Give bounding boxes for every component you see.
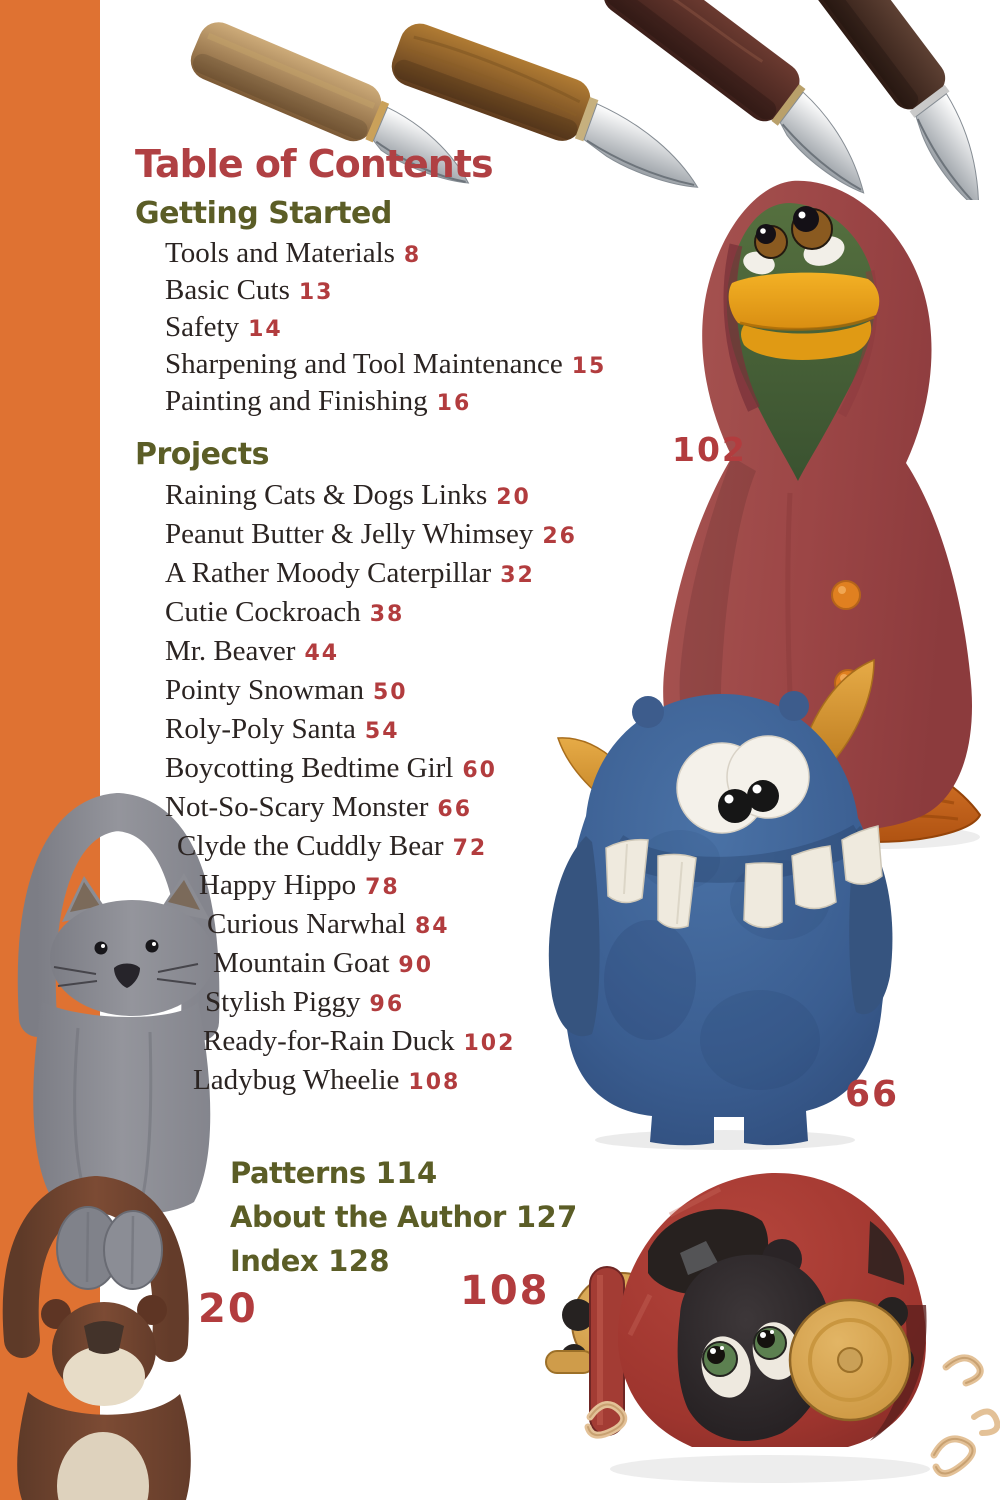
toc-item-page: 16	[436, 391, 472, 416]
toc-item	[165, 236, 700, 273]
toc-item-label: Basic Cuts	[165, 274, 290, 306]
photo-caption-cat-links: 20	[198, 1286, 258, 1332]
toc-item-label: Peanut Butter & Jelly Whimsey	[165, 518, 534, 550]
toc-item-page: 13	[298, 280, 334, 305]
toc-item	[165, 555, 700, 594]
back-matter-page: 128	[328, 1244, 391, 1278]
toc-item-page: 50	[373, 680, 408, 705]
table-of-contents	[135, 140, 700, 1283]
duck-left-pupil	[756, 224, 776, 244]
toc-item-page: 38	[369, 602, 405, 627]
toc-item-label: Clyde the Cuddly Bear	[177, 830, 444, 862]
toc-item-page: 102	[463, 1031, 516, 1056]
back-matter-row	[230, 1195, 700, 1239]
toc-item-page: 60	[462, 758, 497, 783]
toc-item-label: Not-So-Scary Monster	[165, 791, 429, 823]
bear-nose	[84, 1321, 124, 1354]
toc-item-label: Ladybug Wheelie	[193, 1064, 400, 1096]
toc-item	[165, 347, 700, 384]
toc-item-label: Painting and Finishing	[165, 385, 428, 417]
toc-item-page: 15	[571, 354, 607, 379]
toc-item-label: Tools and Materials	[165, 237, 395, 269]
toc-item-label: Roly-Poly Santa	[165, 713, 356, 745]
photo-caption-ladybug: 108	[460, 1268, 550, 1314]
knife-4	[782, 0, 1000, 200]
toc-item-page: 90	[398, 953, 434, 978]
page-title: Table of Contents	[135, 142, 493, 186]
toc-item	[165, 384, 700, 421]
toc-item	[165, 310, 700, 347]
toc-item-page: 108	[408, 1070, 461, 1095]
left-axle-peg	[546, 1351, 594, 1373]
toc-item	[165, 711, 700, 750]
getting-started-items	[135, 236, 700, 421]
toc-item-label: Stylish Piggy	[205, 986, 361, 1018]
toc-item-page: 66	[437, 797, 473, 822]
photo-caption-monster: 66	[845, 1074, 900, 1115]
cat-left-eye	[95, 942, 108, 955]
toc-item-page: 96	[369, 992, 405, 1017]
duck-bill-upper	[729, 273, 880, 330]
toc-item	[165, 273, 700, 310]
monster-right-ear	[779, 691, 809, 721]
toc-item	[165, 516, 700, 555]
back-matter-row	[230, 1239, 700, 1283]
back-matter-page: 114	[375, 1156, 438, 1190]
toc-item	[213, 945, 700, 984]
bear-muzzle	[63, 1346, 145, 1406]
toc-item-page: 32	[500, 563, 535, 588]
toc-item	[165, 477, 700, 516]
toc-item-page: 78	[365, 875, 400, 900]
toc-item-page: 20	[496, 485, 531, 510]
toc-item-page: 72	[452, 836, 488, 861]
toc-item	[193, 1062, 700, 1101]
toc-item-label: Pointy Snowman	[165, 674, 364, 706]
toc-item-label: Safety	[165, 311, 240, 343]
section-heading-getting-started: Getting Started	[135, 196, 392, 231]
toc-item-label: Mountain Goat	[213, 947, 390, 979]
back-matter-label: About the Author	[230, 1200, 506, 1234]
back-matter	[230, 1151, 700, 1283]
toc-item	[165, 633, 700, 672]
toc-item	[165, 672, 700, 711]
toc-item-page: 26	[542, 524, 577, 549]
toc-item	[165, 750, 700, 789]
toc-item-label: Cutie Cockroach	[165, 596, 361, 628]
coat-button-top	[832, 581, 860, 609]
toc-item-page: 14	[248, 317, 283, 342]
toc-item	[205, 984, 700, 1023]
toc-item-page: 44	[304, 641, 340, 666]
section-heading-projects: Projects	[135, 437, 270, 472]
toc-item	[207, 906, 700, 945]
duck-right-pupil	[793, 206, 819, 232]
toc-item-label: Ready-for-Rain Duck	[203, 1025, 455, 1057]
toc-item-page: 84	[414, 914, 450, 939]
toc-item	[177, 828, 700, 867]
toc-item	[203, 1023, 700, 1062]
toc-item-label: Boycotting Bedtime Girl	[165, 752, 454, 784]
toc-item-label: Sharpening and Tool Maintenance	[165, 348, 563, 380]
toc-item-page: 8	[403, 243, 422, 268]
toc-item	[199, 867, 700, 906]
toc-item-label: Raining Cats & Dogs Links	[165, 479, 488, 511]
ladybug-shadow	[610, 1455, 930, 1483]
monster-right-pupil	[747, 780, 779, 812]
photo-caption-rain-duck: 102	[672, 430, 747, 469]
toc-item-label: Curious Narwhal	[207, 908, 406, 940]
back-matter-label: Patterns	[230, 1156, 366, 1190]
back-matter-page: 127	[515, 1200, 578, 1234]
toc-item-page: 54	[364, 719, 400, 744]
toc-item-label: Mr. Beaver	[165, 635, 296, 667]
toc-item	[165, 594, 700, 633]
toc-item-label: A Rather Moody Caterpillar	[165, 557, 492, 589]
back-matter-row	[230, 1151, 700, 1195]
projects-items	[135, 477, 700, 1101]
toc-item-label: Happy Hippo	[199, 869, 357, 901]
monster-left-pupil	[718, 789, 752, 823]
toc-item	[165, 789, 700, 828]
back-matter-label: Index	[230, 1244, 319, 1278]
